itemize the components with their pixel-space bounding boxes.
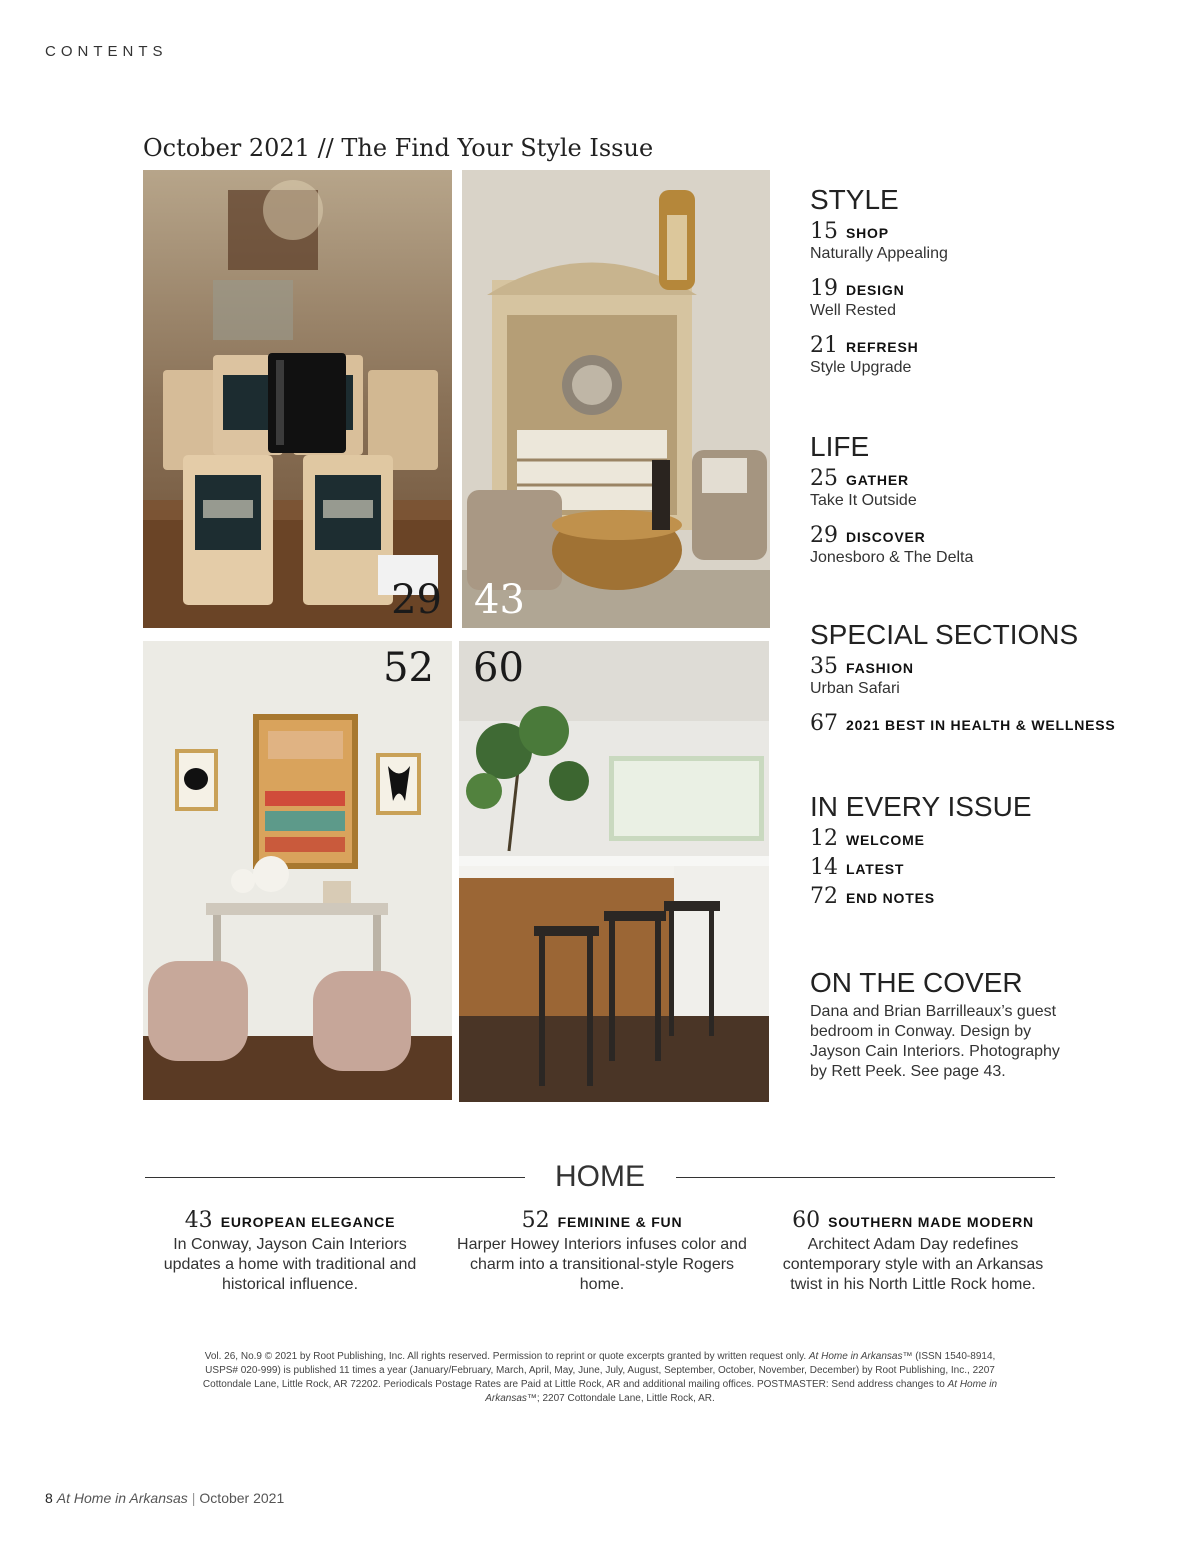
entry-title: Jonesboro & The Delta [810,549,974,566]
entry-kicker: REFRESH [846,339,919,355]
entry-title: Style Upgrade [810,359,912,376]
page-number: 72 [810,884,838,909]
page-number: 52 [521,1208,550,1233]
page-number: 12 [810,826,838,851]
toc-every-issue [810,792,1190,913]
entry-kicker: 2021 BEST IN HEALTH & WELLNESS [846,717,1116,733]
magazine-name: At Home in Arkansas™ [808,1351,913,1362]
publication-legal-notice [200,1350,1000,1406]
photo-art-wall[interactable] [143,641,452,1100]
toc-life [810,432,1190,580]
entry-title: Take It Outside [810,492,917,509]
feature-kicker: FEMININE & FUN [557,1214,683,1230]
page-number: 15 [810,219,838,244]
home-feature-european-elegance[interactable] [145,1208,435,1295]
toc-on-the-cover [810,968,1190,1082]
entry-kicker: SHOP [846,225,889,241]
photo-living-room[interactable] [462,170,770,628]
photo-candles[interactable] [143,170,452,628]
toc-special-sections [810,620,1190,748]
entry-title: Urban Safari [810,680,900,697]
feature-description: Architect Adam Day redefines contemporary style with an Arkansas twist in his North Little Rock home. [782,1236,1044,1293]
section-heading: ON THE COVER [810,967,1023,998]
entry-kicker: END NOTES [846,890,935,906]
page-number: 25 [810,466,838,491]
page-footer [45,1490,284,1506]
toc-entry-welcome[interactable] [810,826,1190,851]
toc-entry-latest[interactable] [810,855,1190,880]
entry-kicker: LATEST [846,861,905,877]
home-rule-right [676,1177,1055,1178]
page-number: 67 [810,711,838,736]
photo-page-number: 29 [391,577,442,623]
toc-entry-end-notes[interactable] [810,884,1190,909]
page-number: 60 [792,1208,821,1233]
legal-text: (ISSN 1540-8914, USPS# 020-999) is published 11 times a year (January/February, March, April, May, June, July, August, September, October, November, December) by Root Publishing, Inc., 2207 Cottondale Lane, Little Rock, AR 72202. Periodicals Postage Rates are Paid at Little Rock, AR and additional mailing offices. POSTMASTER: Send address changes to [202,1351,996,1390]
feature-kicker: EUROPEAN ELEGANCE [220,1214,396,1230]
entry-kicker: GATHER [846,472,909,488]
magazine-name: At Home in Arkansas™ [485,1379,998,1404]
photo-page-number: 52 [383,645,434,691]
folio-number: 8 [45,1490,53,1506]
entry-kicker: DESIGN [846,282,905,298]
photo-page-number: 43 [474,577,525,623]
legal-text: Vol. 26, No.9 © 2021 by Root Publishing, Inc. All rights reserved. Permission to reprint or quote excerpts granted by written request only. [204,1351,809,1362]
footer-separator: | [191,1490,196,1506]
candles-illustration [143,170,452,628]
page-number: 14 [810,855,838,880]
legal-text: ; 2207 Cottondale Lane, Little Rock, AR. [536,1393,715,1404]
page-number: 21 [810,333,838,358]
cover-description: Dana and Brian Barrilleaux’s guest bedroom in Conway. Design by Jayson Cain Interiors. Photography by Rett Peek. See page 43. [810,1003,1060,1080]
entry-title: Naturally Appealing [810,245,948,262]
entry-kicker: DISCOVER [846,529,926,545]
home-rule-left [145,1177,525,1178]
section-heading: LIFE [810,431,870,462]
section-label: CONTENTS [45,43,168,60]
toc-entry-discover[interactable] [810,523,1190,568]
art-wall-illustration [143,641,452,1100]
toc-style [810,185,1190,390]
home-feature-southern-made-modern[interactable] [768,1208,1058,1295]
photo-kitchen[interactable] [459,641,769,1102]
issue-title: October 2021 // The Find Your Style Issue [143,134,654,162]
toc-entry-fashion[interactable] [810,654,1190,699]
footer-magazine-name: At Home in Arkansas [56,1490,188,1506]
page-number: 29 [810,523,838,548]
section-heading: IN EVERY ISSUE [810,791,1032,822]
photo-page-number: 60 [473,645,524,691]
entry-kicker: FASHION [846,660,914,676]
feature-description: Harper Howey Interiors infuses color and charm into a transitional-style Rogers home. [457,1236,747,1293]
section-heading: STYLE [810,184,899,215]
toc-entry-refresh[interactable] [810,333,1190,378]
toc-entry-design[interactable] [810,276,1190,321]
footer-date: October 2021 [199,1490,285,1506]
page-number: 43 [184,1208,213,1233]
page-number: 35 [810,654,838,679]
kitchen-illustration [459,641,769,1102]
section-heading: SPECIAL SECTIONS [810,619,1079,650]
feature-description: In Conway, Jayson Cain Interiors updates a home with traditional and historical influence. [163,1236,417,1293]
toc-entry-gather[interactable] [810,466,1190,511]
home-feature-feminine-fun[interactable] [457,1208,747,1295]
living-room-illustration [462,170,770,628]
home-heading: HOME [555,1160,645,1193]
page-number: 19 [810,276,838,301]
feature-kicker: SOUTHERN MADE MODERN [828,1214,1034,1230]
entry-title: Well Rested [810,302,896,319]
toc-entry-shop[interactable] [810,219,1190,264]
toc-entry-health-wellness[interactable] [810,711,1190,736]
entry-kicker: WELCOME [846,832,925,848]
